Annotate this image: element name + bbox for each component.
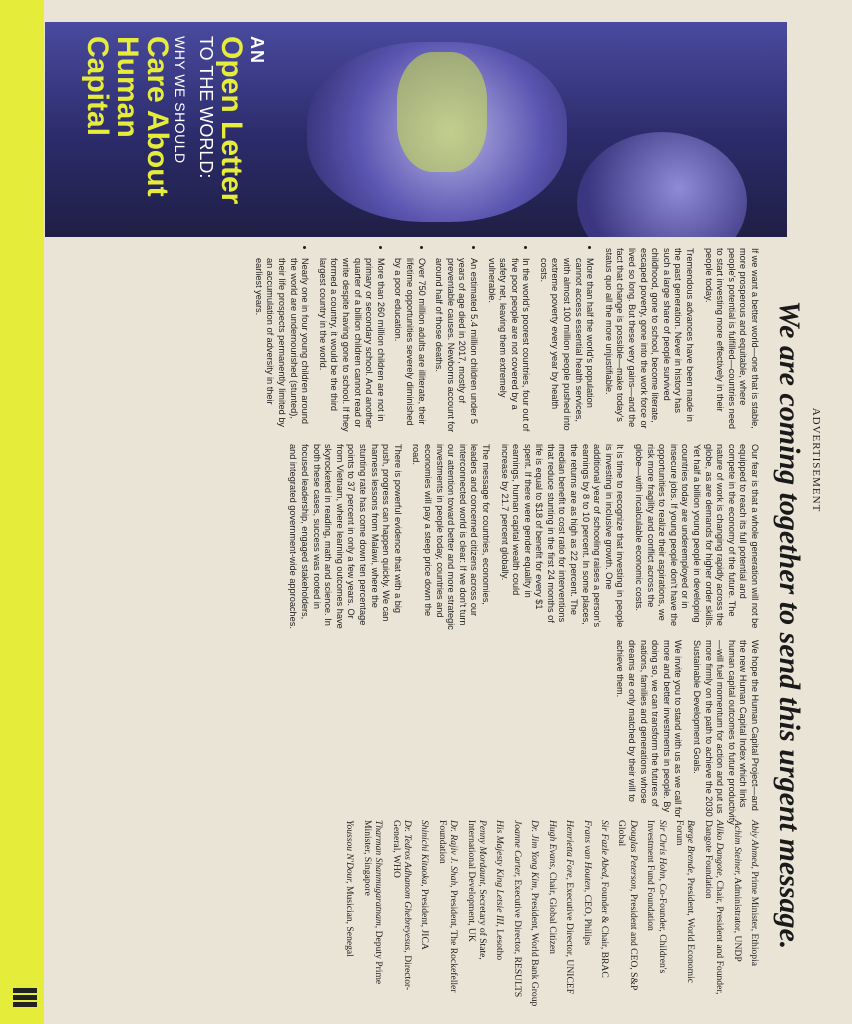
paragraph: The message for countries, economies, leaders and concerned citizens across our interconnected world is clear: If we don't turn our attention toward better and more strategic investments in people today, countries and economies will pay a steep price down the road. [411, 444, 491, 630]
signatories-list [338, 820, 760, 1010]
signatory: Dr. Tedros Adhanom Ghebreyesus, Director-General, WHO [390, 820, 414, 991]
column-2 [280, 444, 760, 630]
yellow-band [0, 0, 44, 1024]
paragraph: It is time to recognize that investing in people is investing in inclusive growth. One additional year of schooling raises a person's earnings by 8 to 10 percent. In some places, the returns are as high as 22 percent. The median benefit to cost ratio for interventions that reduce stunting in the first 24 months of life is equal to $18 of benefit for every $1 spent. If there were gender equality in earnings, human capital wealth could increase by 21.7 percent globally. [499, 444, 626, 628]
signatory: Douglas Peterson, President and CEO, S&P Global [616, 820, 639, 990]
signatory: Henrietta Fore, Executive Director, UNICEF [564, 820, 576, 995]
child-portrait [577, 132, 747, 237]
bullet-item: • An estimated 5.4 million children under 5 years of age died in 2017, mostly of preventable causes. Newborns account for around half of those deaths. [433, 258, 479, 434]
hero-image-panel [45, 22, 787, 237]
yellow-tint-overlay [397, 52, 487, 172]
hero-title [82, 36, 267, 226]
signatory: Tharman Shanmugaratnam, Deputy Prime Minister, Singapore [361, 820, 385, 985]
signatory: Shinichi Kitaoka, President, JICA [419, 820, 431, 950]
signatory: Joanne Carter, Executive Director, RESULTS [511, 820, 523, 998]
signatory: Dr. Jim Yong Kim, President, World Bank Group [529, 820, 541, 1007]
bullet-item: • More than 260 million children are not in primary or secondary school. And another quarter of a billion children cannot read or write despite having gone to school. If they formed a country, it would be the third largest country in the world. [316, 258, 386, 434]
signatory: Abiy Ahmed, Prime Minister, Ethiopia [749, 820, 760, 967]
signatory: Hugh Evans, Chair, Global Citizen [546, 820, 558, 954]
signatory: Penny Mordaunt, Secretary of State, International Development, UK [465, 820, 489, 960]
paragraph: We hope the Human Capital Project—and the new Human Capital Index which links human capital outcomes to future productivity—will fuel momentum for action and put us more firmly on the path to achieve the 2030 Sustainable Development Goals. [692, 640, 760, 825]
signatory: Youssou N'Dour, Musician, Senegal [344, 820, 356, 957]
bullet-item: • Over 750 million adults are illiterate, their lifetime opportunities severely diminished by a poor education. [392, 258, 427, 434]
paragraph: Our fear is that a whole generation will not be equipped to reach its full potential and compete in the economy of the future. The nature of work is changing rapidly across the globe, as are demands for higher order skills. Yet half a billion young people in developing countries today are underemployed or in insecure jobs. If young people don't have the opportunities to realize their aspirations, we risk more fragility and conflict across the globe—with incalculable economic costs. [634, 444, 760, 629]
column-3 [607, 640, 760, 826]
signatory: Dr. Rajiv J. Shah, President, The Rockefeller Foundation [436, 820, 460, 993]
title-human-capital: Human Capital [81, 36, 144, 138]
title-open-letter: Open Letter [215, 36, 248, 205]
title-care-about: Care About [141, 36, 174, 197]
bullet-item: • More than half the world's population cannot access essential health services, with almost 100 million people pushed into extreme poverty every year by health costs. [537, 258, 595, 434]
headline: We are coming together to send this urgent message. [773, 300, 806, 950]
paragraph: We invite you to stand with us as we call for more and better investments in people. By doing so, we can transform the futures of nations, families and generations whose dreams are only matched by their will to achieve them. [615, 640, 684, 818]
title-why: WHY WE SHOULD [172, 36, 188, 164]
bullet-item: • In the world's poorest countries, four out of five poor people are not covered by a safety net, leaving them extremely vulnerable. [485, 258, 531, 434]
signatory: Frans van Houten, CEO, Philips [581, 820, 593, 946]
paragraph: Tremendous advances have been made in the past generation. Never in history has such a large share of people survived childhood, gone to school, become literate, escaped poverty, gone into the work force or lived so long. But these very gains—and the fact that change is possible—make today's status quo all the more unjustifiable. [603, 248, 696, 429]
bullet-list [252, 248, 595, 434]
bullet-item: • Nearly one in four young children around the world are undernourished (stunted), their life prospects permanently limited by an accumulation of adversity in their earliest years. [252, 258, 310, 434]
world-bank-logo-icon [9, 988, 37, 1016]
column-1 [246, 248, 760, 434]
title-an: AN [247, 36, 267, 64]
signatory: Achim Steiner, Administrator, UNDP [731, 820, 743, 962]
paragraph: There is powerful evidence that with a big push, progress can happen quickly. We can harness lessons from Malawi, where the stunting rate has come down ten percentage points to 37 percent in only a few years. Or from Vietnam, where learning outcomes have skyrocketed in reading, math and science. In both these cases, success was rooted in focused leadership, engaged stakeholders, and integrated government-wide approaches. [288, 444, 403, 629]
signatory: Børge Brende, President, World Economic Forum [673, 820, 697, 984]
paragraph: If we want a better world—one that is stable, more prosperous and equitable, where people's potential is fulfilled—countries need to start investing more effectively in their people today. [703, 248, 760, 430]
signatory: Sir Fazle Abed, Founder & Chair, BRAC [598, 820, 610, 978]
advertisement-label: ADVERTISEMENT [810, 407, 822, 513]
signatory: His Majesty King Letsie III, Lesotho [494, 820, 506, 961]
signatory: Aliko Dangote, Chair, President and Founder, Dangote Foundation [702, 820, 726, 995]
title-to-the-world: TO THE WORLD: [196, 36, 216, 179]
signatory: Sir Chris Hohn, Co-Founder, Children's Investment Fund Foundation [645, 820, 668, 974]
